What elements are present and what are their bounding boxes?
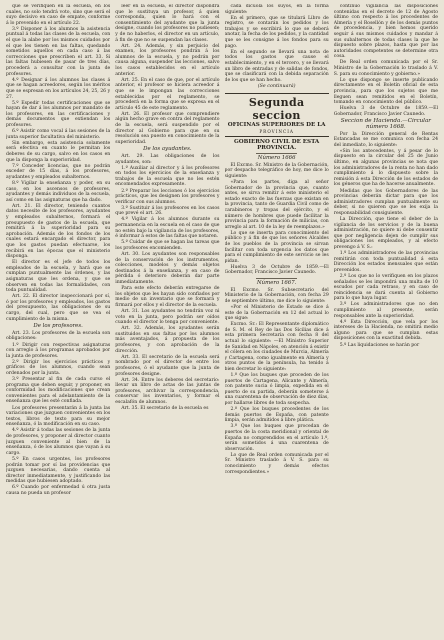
paragraph: Medidas que los Gobernadores de las provincias deberán dictar para que los administradores cumplan puntualmente su deber, si no quieren que se les exija la responsabilidad consiguiente.	[333, 188, 438, 216]
col4-paragraphs-top	[334, 4, 438, 117]
paragraph: cada dicuola los suyos, en la forma siguiente:	[224, 4, 329, 15]
section-header	[225, 93, 329, 137]
paragraph: 1.º Los administradores de las provincias remitirán con toda puntualidad á esta Dirección los estados mensuales que están prevenidos.	[333, 251, 438, 273]
paragraph: 5.º En casos urgentes, los profesores podrán tomar por sí las providencias que juzguen necesarias, dando cuenta al director inmediatamente, y justificando las medidas que hubiesen adoptado.	[6, 456, 111, 485]
paragraph: Art. 25. En el caso de que, por el artículo anterior, el profesor se hiciera acreedor á que se le impongan las correcciones establecidas por el reglamento, se procederá en la forma que se expresa en el artículo 45 de este reglamento.	[115, 77, 220, 111]
paragraph: «Sin los antecedentes, y á pesar de lo dispuesto en la circular del 25 de Junio último, en algunas provincias se nota que los administradores de la renta no han dado cumplimiento á lo dispuesto sobre la remisión á esta Dirección de los estados de los géneros que ha de hacerse anualmente.	[333, 148, 438, 188]
paragraph: «Por el Ministerio de Estado se dice á este de la Gobernación en 12 del actual lo que sigue:	[224, 304, 329, 322]
col2-heading: De los ayudantes.	[143, 146, 192, 153]
paragraph: 3.º Que los buques que procedan de puertos de la costa meridional y oriental de España no comprendidos en el artículo 1.º, serán sometidos á una cuarentena de observación.	[224, 424, 329, 452]
paragraph: 5.º Las liquidaciones se harán por	[339, 342, 420, 348]
paragraph: 4.º Esta Dirección, que vela por los intereses de la Hacienda, no omitirá medio alguno para que se cumplan estas disposiciones con la exactitud debida.	[333, 319, 438, 342]
gov-heading: GOBIERNO CIVIL DE ESTA PROVINCIA.	[233, 138, 320, 151]
paragraph: 6.º Cuando por enfermedad ú otra justa causa no pueda un profesor	[6, 485, 111, 496]
paragraph: Art. 33. El secretario de la escuela será nombrado por el director de entre los profesores, ó el ayudante que la junta de profesores designe.	[115, 354, 220, 377]
col2-paragraphs-2	[115, 154, 219, 412]
section-subtitle: OFICINAS SUPERIORES DE LA	[227, 121, 326, 128]
continuation-note: (Se continuará)	[257, 84, 296, 90]
paragraph: Los profesores presentarán á la junta las variaciones que juzguen convenientes en los textos, libros de texto para su mejor enseñanza, ó la modificación en su caso.	[6, 405, 111, 428]
paragraph: 6.º Asistir como vocal á las sesiones de la junta superior facultativa del ministerio.	[6, 129, 111, 140]
section-subtitle-2: PROVINCIA	[259, 128, 294, 134]
paragraph: «Para los partes, diga al señor Gobernador de la provincia que, cuanto antes, se sirva remitir á este ministerio el estado exacto de las fuerzas que existan en la provincia, tanto de Guardia Civil como de carabineros y tropas del ejército, y el número de hombres que puede facilitar la provincia para la formación de milicias, con arreglo al art. 10 de la ley de reemplazos.»	[224, 179, 329, 230]
col1-paragraphs	[6, 4, 110, 322]
col4-heading: Seccion de Hacienda.—Circular número 1668.	[340, 118, 431, 130]
paragraph: Art. 35. El secretario de la escuela es	[121, 406, 209, 412]
paragraph: Art. 29. Las obligaciones de los ayudantes, son:	[115, 153, 220, 165]
columns	[6, 4, 438, 636]
paragraph: Excmo. Sr.: El Representante diplomático de S. M. el Rey de las Dos Sicilias dice á esta primera Secretaría con fecha 8 del actual lo siguiente: —El Ministro Superior de Sanidad en Nápoles, en atención á existir el cólera en los ciudades de Murcia, Almería y Cartagena, como igualmente en Almería y otros puntos de la península, ha tenido á bien decretar lo siguiente:	[224, 322, 329, 372]
paragraph: continuo vigilancia las disposiciones contenidas en el decreto de 12 de Agosto último con respecto á los procedentes de Almería y el Rosellón y de los demás puntos de procedencia, y bien hemos querido seguir á sus mismos cuidados y mandar á sus subalternos de todas clases la que he dispuesto sobre plazos, hasta que por las autoridades competentes se determine otra cosa.	[333, 4, 438, 60]
paragraph: El Excmo. Sr. Subsecretario del Ministerio de la Gobernación, con fecha 29 de septiembre último, me dice lo siguiente:	[224, 287, 329, 304]
paragraph: Sin embargo, esta asistencia solamente será efectiva en cuanto le permitan los deberes de su cargo, salvo en los casos en que la disponga la superioridad.	[6, 140, 111, 163]
paragraph: 1.º Dirigir con respectivas asignaturas con arreglo á los programas aprobados por la junta de profesores.	[6, 342, 111, 359]
paragraph: En el primero, que se titulará Libro de registro, se contarán los pedidos y los trabajos y se escribirá lo que se deberá anotar, la fecha de los pedidos, y la cantidad que se les consigne á los fondos para su pago.	[224, 15, 329, 49]
paragraph: El Excmo. Sr. Ministro de la Gobernación, por despacho telegráfico de hoy, me dice lo siguiente:	[224, 162, 329, 179]
paragraph: que se verifiquen en la escuela, en los cuales, no solo tendrá voto, sino que será el suyo decisivo en caso de empate, conforme á lo prevenido en el artículo 22.	[6, 4, 111, 26]
divider	[256, 153, 298, 154]
paragraph: 5.º Espedir todas certificaciones que se hayan de dar á los alumnos por mandato de los profesores, en las certificaciones y demás documentos que extiendan los profesores.	[6, 100, 111, 128]
col1-heading: De los profesores.	[33, 323, 83, 330]
col3-paragraphs-top	[225, 4, 329, 83]
paragraph: leer en la escuela, el director dispondrá que le sustituya un profesor, á quien corresponda, quien lo hará con el consentimiento del ayudante que la junta designe, cuando los profesores no pudiesen; y de no haberlos, el director en un artículo, á fin de que no se suspendan las clases.	[115, 4, 220, 43]
paragraph: 2.º Dirigir los ejercicios prácticos y gráficos de los alumnos, cuando sean ordenados por la junta.	[6, 359, 111, 376]
paragraph: Huelva 3 de Octubre de 1859.—El Gobernador, Francisco Javier Caunedo.	[333, 106, 438, 117]
paragraph: 5.º Cuidar de que se hagan las tareas que los profesores encomienden.	[115, 240, 220, 251]
paragraph: Art. 30. Los ayudantes son responsables de la conservación de los instrumentos, colecciones, modelos y demás objetos destinados á la enseñanza, y en caso de pérdida ó deterioro deberán dar parte inmediatamente.	[115, 252, 220, 285]
paragraph: Lo que de Real orden comunicada por el Sr. Ministro traslado á V. S. para su conocimiento y demás efectos correspondientes.»	[224, 452, 329, 475]
divider	[256, 278, 298, 279]
paragraph: Art. 32. Además, los ayudantes serán sustituidos en sus faltas por los alumnos más aventajados, á propuesta de los profesores, y con aprobación de la dirección.	[115, 326, 220, 354]
paragraph: Para este efecto deberán entregarse de los objetos que les hayan sido confiados por medio de un inventario que se formará y firmará por ellos y el director de la escuela.	[115, 286, 220, 308]
paragraph: Art. 34. Entre los deberes del secretario: llevar un libro de actas de las juntas de profesores, archivar la correspondencia, conservar los inventarios, y formar el escalafón de alumnos.	[115, 377, 220, 405]
column-3	[225, 4, 329, 636]
paragraph: 4.º Asistir á todas las sesiones de la junta de profesores, y proponer al director cuanto juzguen conveniente al bien de la enseñanza, ó de los alumnos que vayan á su cargo.	[6, 428, 111, 456]
paragraph: Huelva 3 de Octubre de 1859.—El Gobernador, Francisco Javier Caunedo.	[224, 264, 329, 276]
paragraph: 4.º Vigilar á los alumnos durante su permanencia en la escuela en el caso de que no estén bajo la vigilancia de los profesores, é informar á estos de las faltas que notaren.	[115, 217, 220, 240]
section-title: Segunda seccion	[248, 95, 305, 122]
column-2	[115, 4, 219, 636]
paragraph: Art. 21. El director, teniendo cuantos datos necesite de los profesores, ayudantes y empleados subalternos, formará el presupuesto de gastos de la escuela, que remitirá á la superioridad para su aprobación. Además de los fondos de los cuales estará encargado el director, para que los gastos puedan efectuarse, los recibirá en las épocas que el ministerio disponga.	[6, 203, 111, 260]
paragraph: 3.º Disponer á los alumnos la asistencia puntual á todas las clases de la escuela, con el que la alabe por los mismos cuidados por el que les tienen en las faltas, quedando sometidos aquellos en cada caso á las correcciones que prescriben el art. 33. Si las faltas hubiesen de pasar de tres días, procederá a consultar con la junta de profesores.	[6, 26, 111, 77]
col3-paragraphs-bottom	[225, 288, 329, 476]
col1-paragraphs-2	[6, 331, 110, 497]
notice-number-2: Número 1667.	[256, 280, 297, 287]
paragraph: 2.º Preparar los lecciones ó los ejercicios prácticos, que les designen los profesores y verificar con sus alumnos.	[115, 188, 220, 205]
col2-paragraphs	[115, 4, 219, 145]
paragraph: 3.º Los administradores que no den cumplimiento al presente, serán responsables ante la superioridad.	[333, 302, 438, 319]
col3-paragraphs-mid	[225, 163, 329, 276]
paragraph: El director es el jefe de todos los empleados de la escuela, y hará que se cumplan puntualmente las órdenes, y las asignaturas que les ordena, y que se observen en todas las formalidades, con toda puntualidad.	[6, 260, 111, 294]
paragraph: 3.º Sustituir á los profesores en los casos que prevé el art. 26.	[115, 205, 220, 217]
paragraph: Por la Dirección general de Rentas Estancadas se me comunica con fecha 24 del inmediato, lo siguiente:	[333, 131, 438, 148]
paragraph: Lo que se inserta para conocimiento del público y á fin de que los señores Alcaldes de los pueblos de la provincia se sirvan facilitar con toda urgencia los datos que para el cumplimiento de este servicio se les pidan.	[224, 230, 329, 264]
paragraph: 2.º Los que no lo verifiquen en los plazos señalados se les impondrá una multa de 10 escudos por cada retraso, y en caso de reincidencia se dará cuenta al Gobierno para lo que haya lugar.	[333, 273, 438, 302]
paragraph: Art. 24. Además, y sin perjuicio del examen, los profesores pondrán á los alumnos de la escuela, y no podrán por causa alguna, suspender las lecciones, salvo los casos establecidos en el artículo anterior.	[115, 43, 220, 77]
column-4	[334, 4, 438, 636]
paragraph: 2.º Que los buques procedentes de los demás puertos de España, con patente limpia, serán admitidos á libre plática.	[224, 407, 329, 424]
paragraph: En el segundo se llevará una nota de todos los gastos que cause el establecimiento, y en el tercero, y se llevará un libro de entradas y de salidas de fondos, que se clasificará con la debida separación de los que se han hecho.	[224, 49, 329, 83]
column-1	[6, 4, 110, 636]
paragraph: 4.º Designar á los alumnos las clases á que se hagan acreedores, según los méritos que se espresan en los artículos 24, 25, 26 y 27.	[6, 77, 111, 100]
paragraph: La Dirección, que tiene el deber de la vigilancia de los servicios y de la buena administración, no quiere ni debe consentir que por negligencia dejen de cumplir sus obligaciones los empleados, y al efecto prevengo á V. S.:	[333, 216, 438, 250]
paragraph: 3.º Presentar al fin de cada curso el programa que deben seguir, y proponer, en conformidad los modificaciones que crean convenientes para el adelantamiento de la enseñanza que les esté confiada.	[6, 377, 111, 405]
col4-paragraphs-bottom	[334, 132, 438, 349]
paragraph: De Real orden comunicada por el Sr. Ministro de la Gobernación lo traslado á V. S. para su conocimiento y gobierno.»	[333, 60, 438, 77]
paragraph: 1.º Que los buques que proceden de los puertos de Cartagena, Alicante y Almería, con patente sucia ó limpia, expedida en el puerto de su partida, deberán someterse á una cuarentena de observación de diez días, por hallarse libres de toda sospecha.	[224, 373, 329, 407]
paragraph: Art. 26. El profesor que comprendiere algún hecho grave en contra del reglamento de la escuela, será suspendido por el director al Gobierno para que en su resolución sea puesto en conocimiento de la superioridad.	[115, 111, 220, 145]
paragraph: Art. 31. Los ayudantes no tendrán voz ni voto en la junta, pero podrán ser oídos cuando el director lo tenga por conveniente.	[115, 308, 220, 326]
paragraph: Art. 23. Los profesores de la escuela son obligaciones:	[6, 330, 111, 342]
paragraph: 7.º Conceder licencias, que no podrán exceder de 15 días, á los profesores, ayudantes y empleados subalternos.	[6, 163, 111, 180]
notice-number-1: Número 1666	[257, 155, 296, 162]
paragraph: 8.º Vigilar la enseñanza y poder, en su caso, en los ascensos de profesores, ayudantes y demás individuos de la escuela, así como en las asignaturas que ha dado.	[6, 180, 111, 203]
paragraph: Art. 22. El director inspeccionará por sí, ó por los profesores y empleados, los gastos del presupuesto, las obligaciones de su cargo, del cual, pero que se vea el cumplimiento de la misma.	[6, 294, 111, 322]
paragraph: 1.º Auxiliar al director y á los profesores en todos los ejercicios de la enseñanza y trabajos de la escuela que no les estén encomendados expresamente.	[115, 165, 220, 188]
paragraph: Lo que dispongo se inserte publicando directamente en el Boletín oficial de esta provincia, para que los sujetos que me lleguen sean remitidos en el Boletín, tomando en conocimiento del público.	[333, 77, 438, 106]
